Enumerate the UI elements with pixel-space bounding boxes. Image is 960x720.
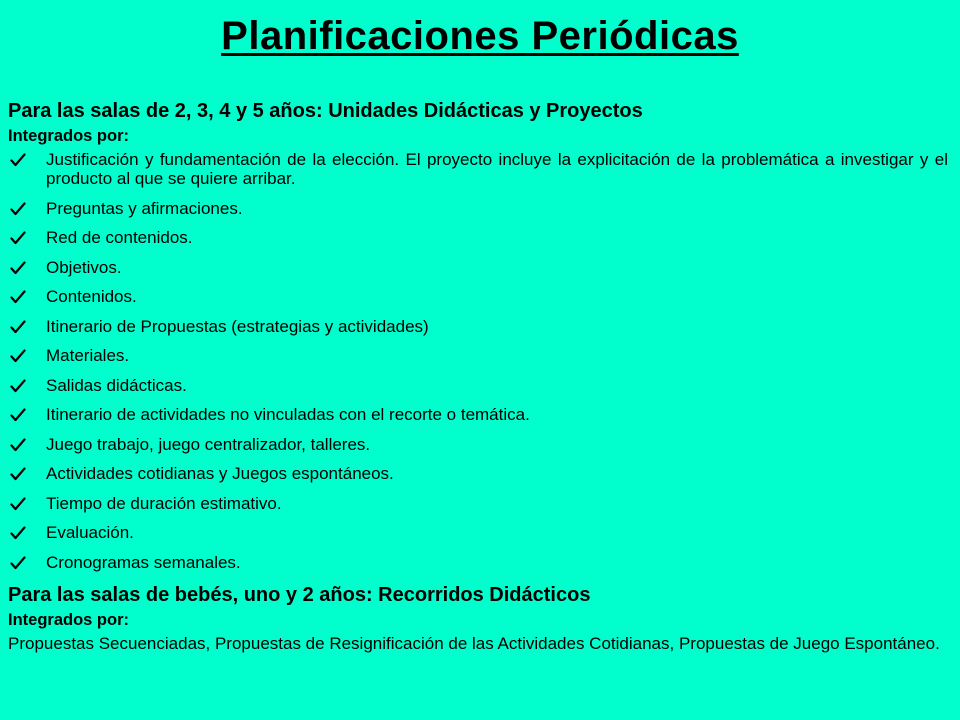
section1-checklist — [8, 150, 948, 572]
checklist-item-text: Itinerario de Propuestas (estrategias y actividades) — [46, 316, 429, 336]
checklist-item — [8, 287, 948, 306]
checkmark-icon — [10, 555, 26, 571]
checklist-item-text: Tiempo de duración estimativo. — [46, 493, 282, 513]
checkmark-icon — [10, 378, 26, 394]
checklist-item — [8, 150, 948, 188]
checkmark-icon — [10, 466, 26, 482]
checklist-item — [8, 199, 948, 218]
checklist-item — [8, 317, 948, 336]
checklist-item-text: Cronogramas semanales. — [46, 552, 241, 572]
section2-subheading: Integrados por: — [8, 611, 130, 629]
checkmark-icon — [10, 230, 26, 246]
checklist-item-text: Actividades cotidianas y Juegos espontáneos. — [46, 464, 394, 483]
checklist-item-text: Salidas didácticas. — [46, 375, 187, 395]
checkmark-icon — [10, 348, 26, 364]
checkmark-icon — [10, 437, 26, 453]
section1-heading: Para las salas de 2, 3, 4 y 5 años: Unidades Didácticas y Proyectos — [8, 100, 643, 122]
checkmark-icon — [10, 319, 26, 335]
checklist-item — [8, 228, 948, 247]
section1-subheading: Integrados por: — [8, 127, 130, 145]
checkmark-icon — [10, 496, 26, 512]
checklist-item — [8, 405, 948, 424]
checkmark-icon — [10, 260, 26, 276]
checklist-item-text: Contenidos. — [46, 287, 137, 306]
checkmark-icon — [10, 289, 26, 305]
checklist-item-text: Itinerario de actividades no vinculadas con el recorte o temática. — [46, 405, 530, 424]
checklist-item-text: Materiales. — [46, 346, 130, 365]
section2-heading: Para las salas de bebés, uno y 2 años: Recorridos Didácticos — [8, 584, 591, 606]
checklist-item — [8, 464, 948, 483]
checkmark-icon — [10, 407, 26, 423]
checklist-item-text: Evaluación. — [46, 523, 134, 542]
checkmark-icon — [10, 201, 26, 217]
checklist-item-text: Red de contenidos. — [46, 228, 193, 247]
checklist-item — [8, 435, 948, 454]
checkmark-icon — [10, 152, 26, 168]
checklist-item-text: Juego trabajo, juego centralizador, talleres. — [46, 434, 371, 454]
checklist-item-text: Preguntas y afirmaciones. — [46, 198, 243, 218]
checklist-item — [8, 258, 948, 277]
checklist-item — [8, 376, 948, 395]
checklist-item — [8, 553, 948, 572]
content-body — [8, 98, 948, 653]
section2-text: Propuestas Secuenciadas, Propuestas de Resignificación de las Actividades Cotidianas, Propuestas de Juego Espontáneo. — [8, 634, 940, 653]
checklist-item-text: Objetivos. — [46, 257, 122, 277]
checklist-item — [8, 523, 948, 542]
checklist-item — [8, 346, 948, 365]
checklist-item-text: Justificación y fundamentación de la elección. El proyecto incluye la explicitación de la problemática a investigar y el producto al que se quiere arribar. — [46, 150, 948, 188]
page-title: Planificaciones Periódicas — [221, 14, 739, 58]
checkmark-icon — [10, 525, 26, 541]
checklist-item — [8, 494, 948, 513]
